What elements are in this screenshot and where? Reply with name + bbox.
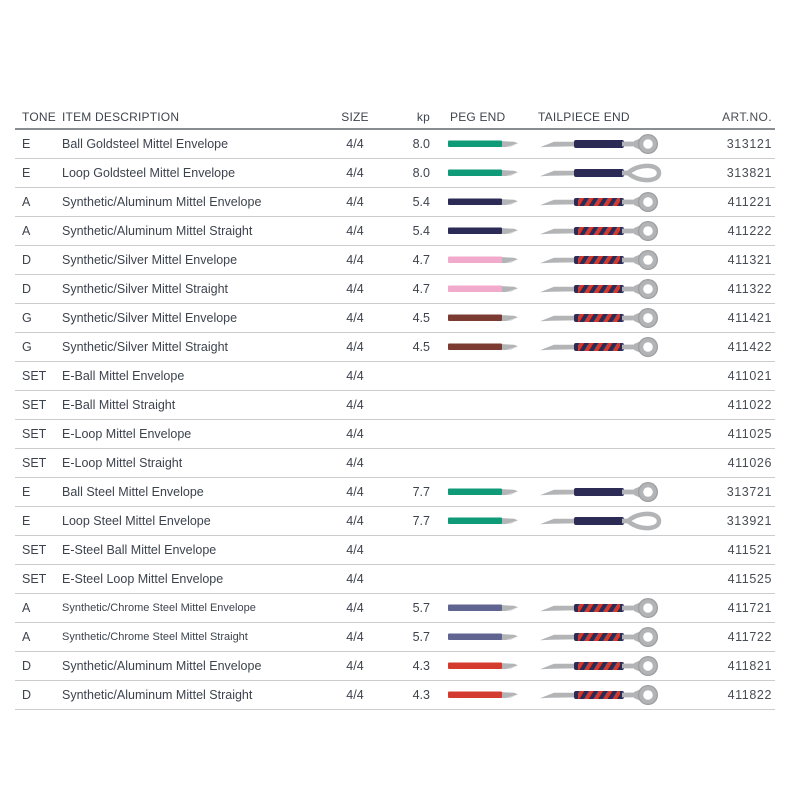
tailpiece-end-cell [538,595,660,621]
tailpiece-end-string-icon [538,653,662,679]
art-no-cell: 411322 [727,282,772,296]
tone-cell: D [22,659,32,673]
art-no-cell: 411022 [727,398,772,412]
tone-cell: A [22,195,31,209]
tailpiece-end-cell [538,189,660,215]
description-cell: Synthetic/Silver Mittel Straight [62,282,229,296]
tailpiece-end-string-icon [538,247,662,273]
size-cell: 4/4 [346,485,364,499]
size-cell: 4/4 [346,195,364,209]
description-cell: Synthetic/Silver Mittel Envelope [62,311,238,325]
tone-cell: A [22,601,31,615]
tone-cell: SET [22,427,47,441]
table-row [15,275,775,304]
size-cell: 4/4 [346,282,364,296]
peg-end-cell [431,224,538,238]
tone-cell: G [22,340,32,354]
tone-cell: SET [22,572,47,586]
peg-end-cell [431,166,538,180]
table-row [15,623,775,652]
kp-cell: 7.7 [412,485,430,499]
kp-cell: 5.7 [412,601,430,615]
kp-cell: 4.7 [412,253,430,267]
peg-end-string-icon [448,601,518,615]
description-cell: Loop Steel Mittel Envelope [62,514,211,528]
art-no-cell: 411021 [727,369,772,383]
description-cell: Synthetic/Silver Mittel Straight [62,340,229,354]
art-no-cell: 411026 [727,456,772,470]
description-cell: Synthetic/Aluminum Mittel Envelope [62,659,262,673]
tailpiece-end-cell [538,305,660,331]
table-row [15,391,775,420]
tone-cell: E [22,485,31,499]
table-row [15,565,775,594]
tailpiece-end-cell [538,653,660,679]
size-cell: 4/4 [346,630,364,644]
tailpiece-end-cell [538,218,660,244]
size-cell: 4/4 [346,688,364,702]
table-row [15,449,775,478]
kp-cell: 4.5 [412,340,430,354]
size-cell: 4/4 [346,311,364,325]
tone-cell: D [22,688,32,702]
kp-cell: 4.3 [412,659,430,673]
tailpiece-end-string-icon [538,479,662,505]
peg-end-cell [431,282,538,296]
size-cell: 4/4 [346,543,364,557]
peg-end-string-icon [448,688,518,702]
table-row [15,130,775,159]
tone-cell: D [22,282,32,296]
description-cell: Synthetic/Aluminum Mittel Straight [62,224,253,238]
art-no-cell: 411525 [727,572,772,586]
tone-cell: E [22,137,31,151]
size-cell: 4/4 [346,456,364,470]
kp-cell: 4.7 [412,282,430,296]
peg-end-string-icon [448,659,518,673]
description-cell: Synthetic/Chrome Steel Mittel Straight [62,631,248,643]
tailpiece-end-cell [538,160,660,186]
peg-end-cell [431,195,538,209]
kp-cell: 4.5 [412,311,430,325]
art-no-cell: 411422 [727,340,772,354]
kp-cell: 4.3 [412,688,430,702]
art-no-cell: 313921 [726,514,772,528]
table-row [15,681,775,710]
size-cell: 4/4 [346,166,364,180]
table-row [15,246,775,275]
art-no-cell: 411821 [727,659,772,673]
size-cell: 4/4 [346,253,364,267]
art-no-cell: 411421 [727,311,772,325]
description-cell: Synthetic/Silver Mittel Envelope [62,253,238,267]
description-cell: E-Steel Ball Mittel Envelope [62,543,217,557]
tone-cell: D [22,253,32,267]
art-no-cell: 313721 [726,485,772,499]
tailpiece-end-string-icon [538,508,662,534]
art-no-cell: 313821 [726,166,772,180]
table-row [15,362,775,391]
col-header-peg-end: PEG END [450,110,506,124]
peg-end-string-icon [448,282,518,296]
kp-cell: 5.4 [412,224,430,238]
kp-cell: 5.4 [412,195,430,209]
description-cell: Ball Steel Mittel Envelope [62,485,204,499]
art-no-cell: 411722 [727,630,772,644]
strings-catalog-table [15,106,775,710]
size-cell: 4/4 [346,514,364,528]
peg-end-string-icon [448,311,518,325]
art-no-cell: 411221 [727,195,772,209]
size-cell: 4/4 [346,137,364,151]
tailpiece-end-cell [538,276,660,302]
peg-end-cell [431,688,538,702]
description-cell: Synthetic/Aluminum Mittel Envelope [62,195,262,209]
size-cell: 4/4 [346,427,364,441]
description-cell: Loop Goldsteel Mittel Envelope [62,166,236,180]
table-row [15,304,775,333]
peg-end-string-icon [448,166,518,180]
art-no-cell: 411822 [727,688,772,702]
size-cell: 4/4 [346,224,364,238]
tailpiece-end-cell [538,334,660,360]
art-no-cell: 411721 [727,601,772,615]
tailpiece-end-cell [538,247,660,273]
tailpiece-end-string-icon [538,218,662,244]
tailpiece-end-cell [538,131,660,157]
table-row [15,594,775,623]
description-cell: Synthetic/Aluminum Mittel Straight [62,688,253,702]
table-row [15,420,775,449]
tailpiece-end-cell [538,508,660,534]
table-row [15,159,775,188]
peg-end-cell [431,601,538,615]
description-cell: Ball Goldsteel Mittel Envelope [62,137,229,151]
peg-end-cell [431,253,538,267]
table-header [15,106,775,130]
peg-end-cell [431,630,538,644]
tailpiece-end-string-icon [538,305,662,331]
col-header-item-description: ITEM DESCRIPTION [62,110,180,124]
tailpiece-end-string-icon [538,189,662,215]
description-cell: E-Steel Loop Mittel Envelope [62,572,224,586]
tailpiece-end-string-icon [538,334,662,360]
table-row [15,333,775,362]
tone-cell: SET [22,456,47,470]
description-cell: E-Loop Mittel Envelope [62,427,192,441]
size-cell: 4/4 [346,369,364,383]
description-cell: Synthetic/Chrome Steel Mittel Envelope [62,602,256,614]
table-row [15,188,775,217]
tailpiece-end-string-icon [538,624,662,650]
tailpiece-end-cell [538,682,660,708]
col-header-tone: TONE [22,110,56,124]
col-header-art-no: ART.NO. [722,110,772,124]
tone-cell: E [22,166,31,180]
peg-end-string-icon [448,224,518,238]
peg-end-cell [431,514,538,528]
tailpiece-end-cell [538,479,660,505]
size-cell: 4/4 [346,601,364,615]
peg-end-string-icon [448,340,518,354]
col-header-size: SIZE [341,110,369,124]
tone-cell: G [22,311,32,325]
table-row [15,507,775,536]
peg-end-cell [431,340,538,354]
art-no-cell: 411025 [727,427,772,441]
kp-cell: 5.7 [412,630,430,644]
description-cell: E-Ball Mittel Straight [62,398,176,412]
kp-cell: 8.0 [412,166,430,180]
kp-cell: 7.7 [412,514,430,528]
table-row [15,652,775,681]
size-cell: 4/4 [346,659,364,673]
description-cell: E-Ball Mittel Envelope [62,369,185,383]
size-cell: 4/4 [346,572,364,586]
peg-end-cell [431,485,538,499]
tailpiece-end-string-icon [538,160,662,186]
peg-end-string-icon [448,137,518,151]
table-row [15,478,775,507]
table-row [15,217,775,246]
table-body [15,130,775,710]
tone-cell: A [22,630,31,644]
tailpiece-end-string-icon [538,276,662,302]
tailpiece-end-string-icon [538,595,662,621]
tone-cell: E [22,514,31,528]
peg-end-string-icon [448,253,518,267]
peg-end-string-icon [448,195,518,209]
art-no-cell: 411321 [727,253,772,267]
size-cell: 4/4 [346,398,364,412]
peg-end-string-icon [448,630,518,644]
tailpiece-end-string-icon [538,131,662,157]
art-no-cell: 313121 [726,137,772,151]
col-header-kp: kp [416,110,430,124]
size-cell: 4/4 [346,340,364,354]
col-header-tailpiece-end: TAILPIECE END [538,110,630,124]
kp-cell: 8.0 [412,137,430,151]
peg-end-string-icon [448,485,518,499]
peg-end-cell [431,659,538,673]
art-no-cell: 411521 [727,543,772,557]
tailpiece-end-string-icon [538,682,662,708]
peg-end-cell [431,137,538,151]
peg-end-string-icon [448,514,518,528]
tone-cell: SET [22,398,47,412]
art-no-cell: 411222 [727,224,772,238]
description-cell: E-Loop Mittel Straight [62,456,183,470]
tone-cell: SET [22,543,47,557]
table-row [15,536,775,565]
tailpiece-end-cell [538,624,660,650]
tone-cell: A [22,224,31,238]
tone-cell: SET [22,369,47,383]
peg-end-cell [431,311,538,325]
